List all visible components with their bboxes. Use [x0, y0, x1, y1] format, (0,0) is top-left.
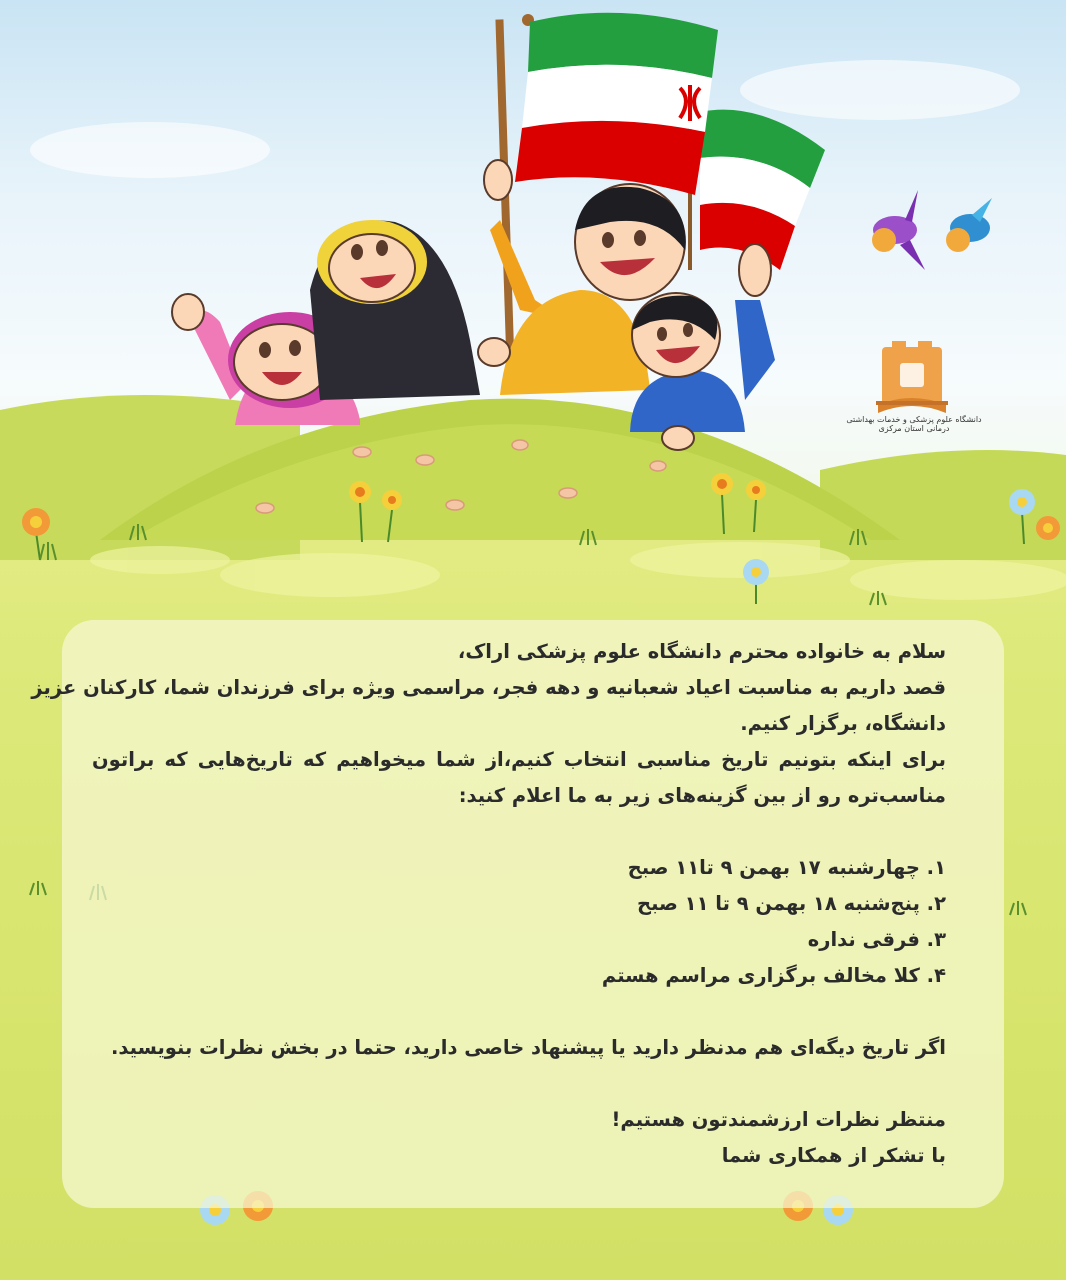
suggestion-text: اگر تاریخ دیگه‌ای هم مدنظر دارید یا پیشنهاد خاصی دارید، حتما در بخش نظرات بنویسید.	[111, 1036, 946, 1059]
request-text-line-1: برای اینکه بتونیم تاریخ مناسبی انتخاب کنیم،از شما میخواهیم که تاریخ‌هایی که براتون	[92, 748, 946, 771]
birds	[872, 190, 992, 270]
spacer	[92, 814, 946, 850]
logo-caption: دانشگاه علوم پزشکی و خدمات بهداشتی درمانی استان مرکزی	[846, 415, 982, 433]
mother-chador	[310, 220, 480, 400]
greeting-text: سلام به خانواده محترم دانشگاه علوم پزشکی اراک،	[457, 640, 946, 663]
intro-text-line-1: قصد داریم به مناسبت اعیاد شعبانیه و دهه فجر، مراسمی ویژه برای فرزندان شما، کارکنان عزیز	[31, 676, 946, 699]
option-item-3: ۳. فرقی نداره	[807, 928, 946, 951]
university-logo	[836, 335, 992, 443]
closing-text-2: با تشکر از همکاری شما	[721, 1144, 946, 1167]
spacer	[92, 1066, 946, 1102]
closing-text-1: منتظر نظرات ارزشمندتون هستیم!	[611, 1108, 946, 1131]
option-item-4: ۴. کلا مخالف برگزاری مراسم هستم	[601, 964, 946, 987]
message-card	[31, 620, 1004, 1208]
spacer	[92, 994, 946, 1030]
option-item-1: ۱. چهارشنبه ۱۷ بهمن ۹ تا۱۱ صبح	[627, 856, 946, 879]
option-item-2: ۲. پنج‌شنبه ۱۸ بهمن ۹ تا ۱۱ صبح	[637, 892, 946, 915]
request-text-line-2: مناسب‌تره رو از بین گزینه‌های زیر به ما اعلام کنید:	[458, 784, 946, 807]
intro-text-line-2: دانشگاه، برگزار کنیم.	[740, 712, 946, 735]
